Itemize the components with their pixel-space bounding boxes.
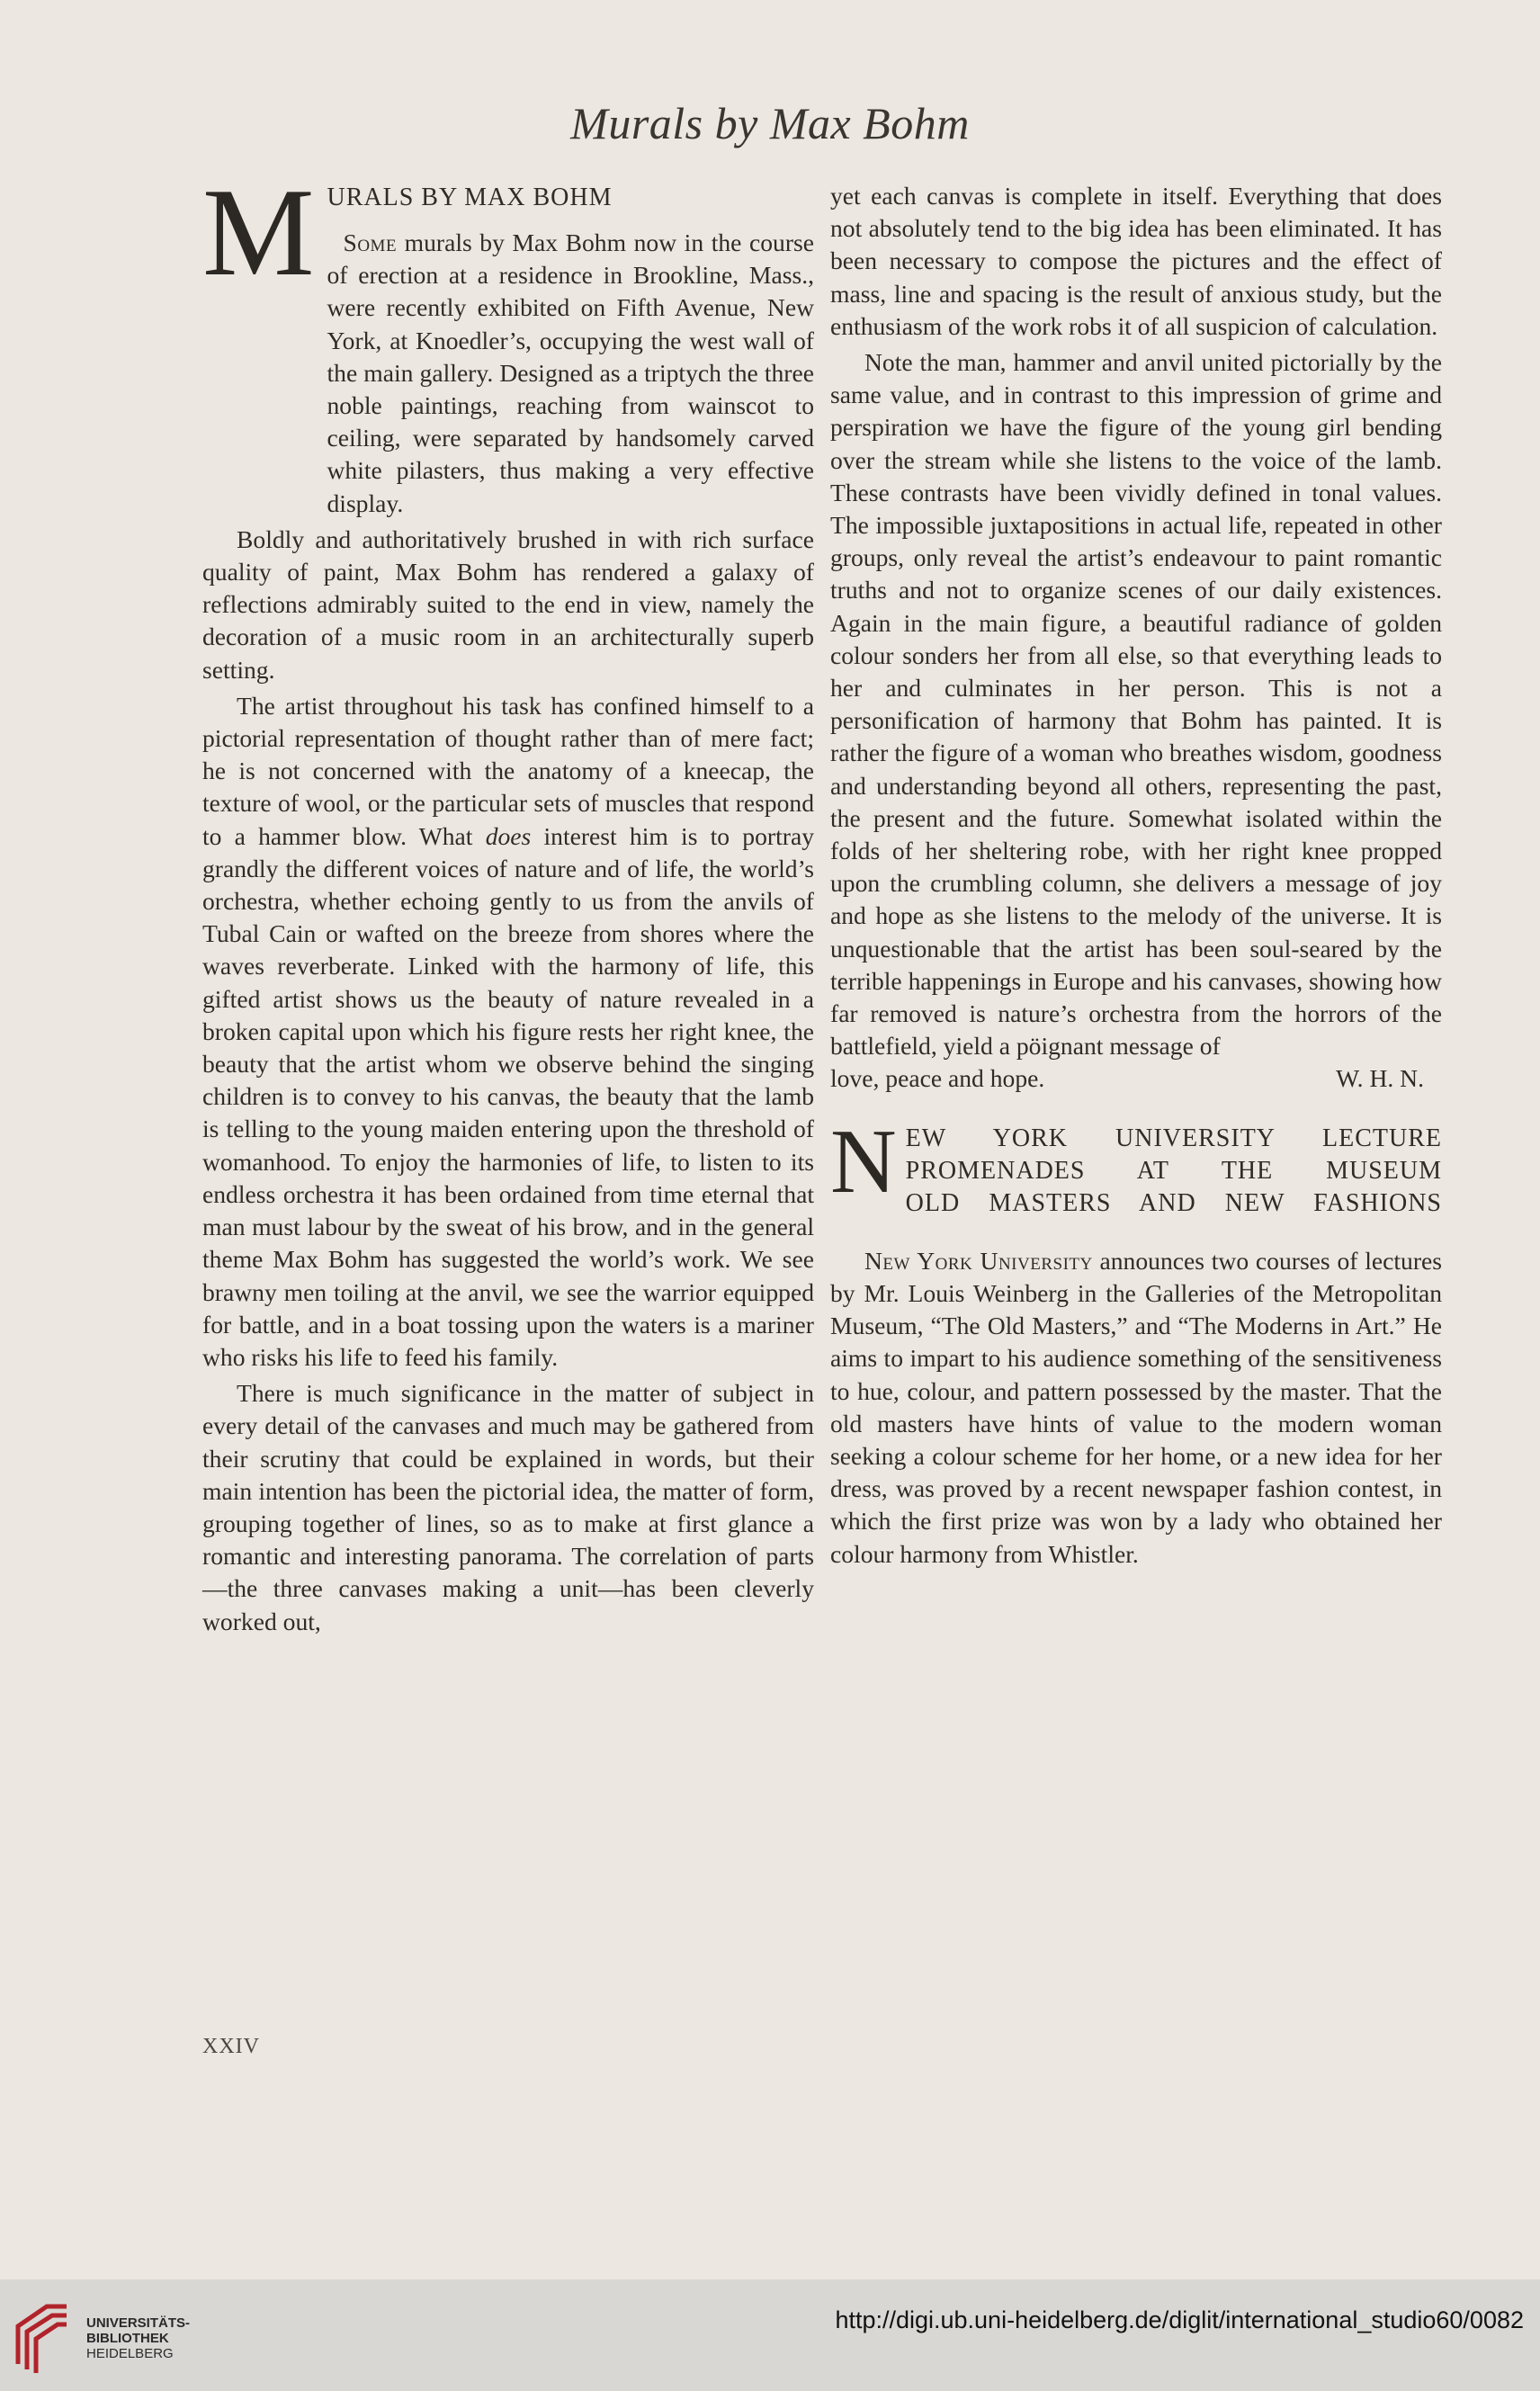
small-caps-lead-2: New York University xyxy=(864,1246,1093,1275)
page-folio: XXIV xyxy=(202,2035,260,2058)
paragraph-3 xyxy=(202,690,814,1374)
library-footer xyxy=(0,2279,1540,2391)
library-line-2: BIBLIOTHEK xyxy=(86,2331,169,2346)
running-head: Murals by Max Bohm xyxy=(570,98,970,148)
source-url-link[interactable]: http://digi.ub.uni-heidelberg.de/diglit/international_studio60/0082 xyxy=(835,2306,1524,2333)
article-heading-2 xyxy=(830,1110,1442,1220)
paragraph-4: There is much significance in the matter of subject in every detail of the canvases and much may be gathered from their scrutiny that could be explained in words, but their main intention has been the pictorial idea, the matter of form, grouping together of lines, so as to make at first glance a romantic and interesting panorama. The correlation of parts—the three canvases making a unit—has been cleverly worked out, xyxy=(202,1379,814,1635)
small-caps-lead: Some xyxy=(343,228,398,256)
library-logo-icon xyxy=(11,2301,74,2375)
paragraph-2: Boldly and authoritatively brushed in with rich surface quality of paint, Max Bohm has rendered a galaxy of reflections admirably suited to the end in view, namely the decoration of a music room in an architecturally superb setting. xyxy=(202,524,814,684)
paragraph-3-text-a: The artist throughout his task has confined himself to a pictorial representation of thought rather than of mere fact; he is not concerned with the anatomy of a kneecap, the texture of wool, or the particular sets of muscles that respond to a hammer blow. What xyxy=(202,691,814,850)
article-title-2-line-3: OLD MASTERS AND NEW FASHIONS xyxy=(905,1188,1442,1217)
paragraph-1-text: murals by Max Bohm now in the course of erection at a residence in Brookline, Mass., were recently exhibited on Fifth Avenue, New York, at Knoedler’s, occupying the west wall of the main gallery. Designed as a triptych the three noble paintings, reaching from wainscot to ceiling, were separated by handsomely carved white pilasters, thus making a very effective display. xyxy=(327,228,814,517)
paragraph-lectures xyxy=(830,1245,1442,1571)
article-title: URALS BY MAX BOHM xyxy=(327,184,613,211)
signature-line xyxy=(830,1062,1442,1095)
library-line-3: HEIDELBERG xyxy=(86,2346,174,2361)
paragraph-1 xyxy=(327,227,814,520)
closing-text: love, peace and hope. xyxy=(830,1064,1045,1093)
article-title-2-line-2: PROMENADES AT THE MUSEUM xyxy=(905,1156,1442,1185)
continued-paragraph: yet each canvas is complete in itself. Everything that does not absolutely tend to the big idea has been eliminated. It has been necessary to compose the pictures and the effect of mass, line and spacing is the result of anxious study, but the enthusiasm of the work robs it of all suspicion of calculation. xyxy=(830,182,1442,340)
left-column xyxy=(202,163,814,1638)
article-heading xyxy=(202,163,814,520)
drop-cap: M xyxy=(202,163,315,302)
article-title-2-line-1: EW YORK UNIVERSITY LECTURE xyxy=(905,1124,1442,1152)
right-column xyxy=(830,180,1442,1571)
drop-cap-2: N xyxy=(830,1110,897,1213)
italic-emphasis: does xyxy=(485,821,532,850)
library-name xyxy=(86,2315,190,2361)
author-initials: W. H. N. xyxy=(1336,1064,1424,1093)
paragraph-note: Note the man, hammer and anvil united pictorially by the same value, and in contrast to this impression of grime and perspiration we have the figure of the young girl bending over the stream while she listens to the voice of the lamb. These contrasts have been vividly defined in tonal values. The impossible juxtapositions in actual life, repeated in other groups, only reveal the artist’s endeavour to paint romantic truths and not to organize scenes of our daily existences. Again in the main figure, a beautiful radiance of golden colour sonders her from all else, so that everything leads to her and culminates in her person. This is not a personification of harmony that Bohm has painted. It is rather the figure of a woman who breathes wisdom, goodness and understanding beyond all others, representing the past, the present and the future. Somewhat isolated within the folds of her sheltering robe, with her right knee propped upon the crumbling column, she delivers a message of joy and hope as she listens to the melody of the universe. It is unquestionable that the artist has been soul-seared by the terrible happenings in Europe and his canvases, showing how far removed is nature’s orchestra from the horrors of the battlefield, yield a pöignant message of xyxy=(830,348,1442,1061)
library-line-1: UNIVERSITÄTS- xyxy=(86,2315,191,2331)
paragraph-lectures-text: announces two courses of lectures by Mr. Louis Weinberg in the Galleries of the Metropolitan Museum, “The Old Masters,” and “The Moderns in Art.” He aims to impart to his audience something of the sensitiveness to hue, colour, and pattern possessed by the master. That the old masters have hints of value to the modern woman seeking a colour scheme for her home, or a new idea for her dress, was proved by a recent newspaper fashion contest, in which the first prize was won by a lady who obtained her colour harmony from Whistler. xyxy=(830,1246,1442,1568)
paragraph-3-text-b: interest him is to portray grandly the different voices of nature and of life, the world’s orchestra, whether echoing gently to us from the anvils of Tubal Cain or wafted on the breeze from shores where the waves reverberate. Linked with the harmony of life, this gifted artist shows us the beauty of nature revealed in a broken capital upon which his figure rests her right knee, the beauty that the artist whom we observe behind the singing children is to convey to his canvas, the beauty that the lamb is telling to the young maiden entering upon the threshold of womanhood. To enjoy the harmonies of life, to listen to its endless orchestra it has been ordained from time eternal that man must labour by the sweat of his brow, and in the general theme Max Bohm has suggested the world’s work. We see brawny men toiling at the anvil, we see the warrior equipped for battle, and in a boat tossing upon the waters is a mariner who risks his life to feed his family. xyxy=(202,821,814,1371)
